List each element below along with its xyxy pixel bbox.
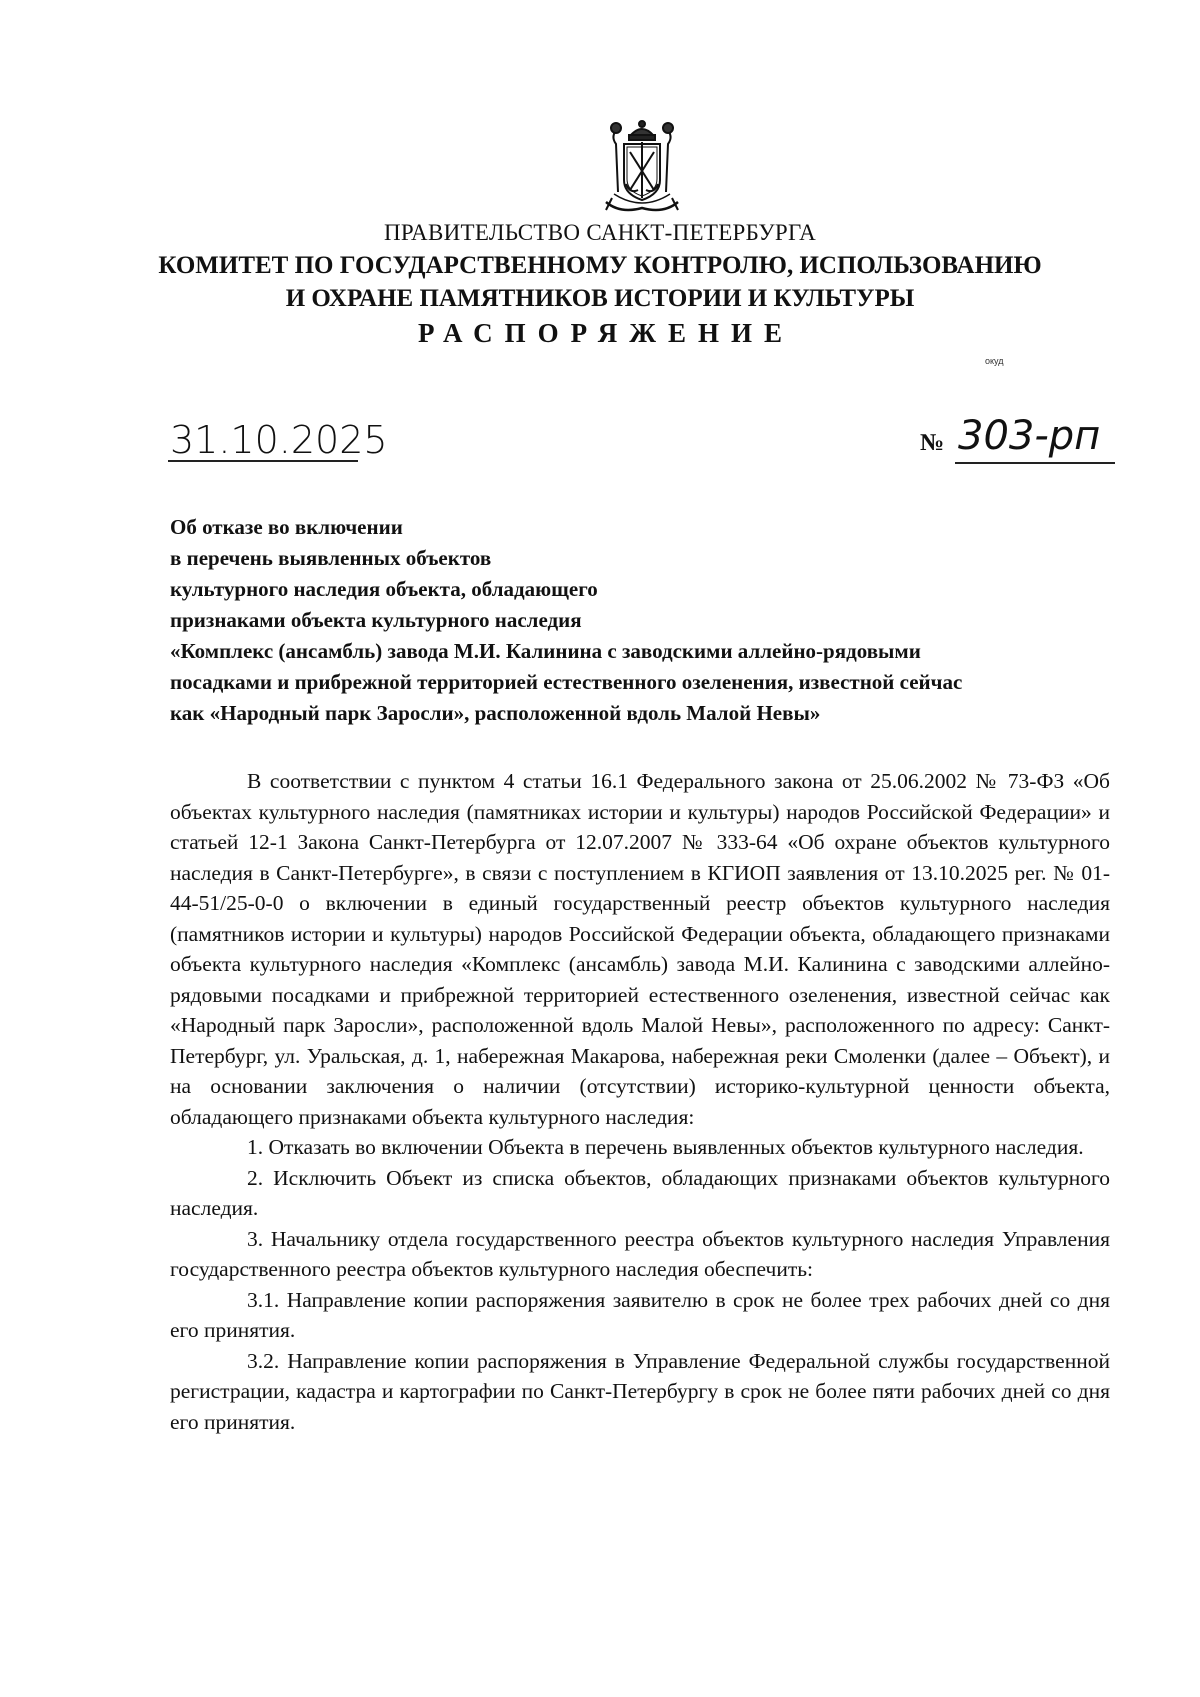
government-name: ПРАВИТЕЛЬСТВО САНКТ-ПЕТЕРБУРГА	[383, 220, 817, 245]
committee-name-line2: И ОХРАНЕ ПАМЯТНИКОВ ИСТОРИИ И КУЛЬТУРЫ	[285, 285, 915, 312]
body-paragraph-preamble: В соответствии с пунктом 4 статьи 16.1 Федерального закона от 25.06.2002 № 73-ФЗ «Об объектах культурного наследия (памятниках истории и культуры) народов Российской Федерации» и статьей 12-1 Закона Санкт-Петербурга от 12.07.2007 № 333-64 «Об охране объектов культурного наследия в Санкт-Петербурге», в связи с поступлением в КГИОП заявления от 13.10.2025 рег. № 01-44-51/25-0-0 о включении в единый государственный реестр объектов культурного наследия (памятников истории и культуры) народов Российской Федерации объекта, обладающего признаками объекта культурного наследия «Комплекс (ансамбль) завода М.И. Калинина с заводскими аллейно-рядовыми посадками и прибрежной территорией естественного озеленения, известной сейчас как «Народный парк Заросли», расположенной вдоль Малой Невы», расположенного по адресу: Санкт-Петербург, ул. Уральская, д. 1, набережная Макарова, набережная реки Смоленки (далее – Объект), и на основании заключения о наличии (отсутствии) историко-культурной ценности объекта, обладающего признаками объекта культурного наследия:	[170, 769, 1110, 1129]
body-paragraph-item-2: 2. Исключить Объект из списка объектов, обладающих признаками объектов культурного наследия.	[170, 1165, 1110, 1220]
document-body	[170, 766, 1110, 1437]
document-subject	[170, 512, 1130, 729]
committee-name-line1: КОМИТЕТ ПО ГОСУДАРСТВЕННОМУ КОНТРОЛЮ, ИСПОЛЬЗОВАНИЮ	[158, 252, 1042, 279]
document-date: 31.10.2025	[170, 418, 388, 462]
number-underline	[955, 462, 1115, 464]
body-paragraph-item-3-2: 3.2. Направление копии распоряжения в Управление Федеральной службы государственной регистрации, кадастра и картографии по Санкт-Петербургу в срок не более пяти рабочих дней со дня его принятия.	[170, 1348, 1110, 1434]
subject-line: как «Народный парк Заросли», расположенной вдоль Малой Невы»	[170, 701, 821, 725]
subject-line: в перечень выявленных объектов	[170, 546, 492, 570]
date-underline	[168, 460, 358, 462]
subject-line: «Комплекс (ансамбль) завода М.И. Калинина с заводскими аллейно-рядовыми	[170, 639, 921, 663]
subject-line: посадками и прибрежной территорией естественного озеленения, известной сейчас	[170, 670, 963, 694]
okud-label: окуд	[985, 356, 1004, 366]
body-paragraph-item-1: 1. Отказать во включении Объекта в перечень выявленных объектов культурного наследия.	[247, 1135, 1084, 1159]
body-paragraph-item-3-1: 3.1. Направление копии распоряжения заявителю в срок не более трех рабочих дней со дня его принятия.	[170, 1287, 1110, 1342]
document-number: 303-рп	[958, 413, 1101, 459]
body-paragraph-item-3: 3. Начальнику отдела государственного реестра объектов культурного наследия Управления государственного реестра объектов культурного наследия обеспечить:	[170, 1226, 1110, 1281]
coat-of-arms-emblem	[596, 118, 688, 218]
subject-line: Об отказе во включении	[170, 515, 403, 539]
document-type-title: РАСПОРЯЖЕНИЕ	[417, 318, 795, 348]
number-label: №	[920, 430, 945, 456]
subject-line: культурного наследия объекта, обладающего	[170, 577, 598, 601]
subject-line: признаками объекта культурного наследия	[170, 608, 582, 632]
